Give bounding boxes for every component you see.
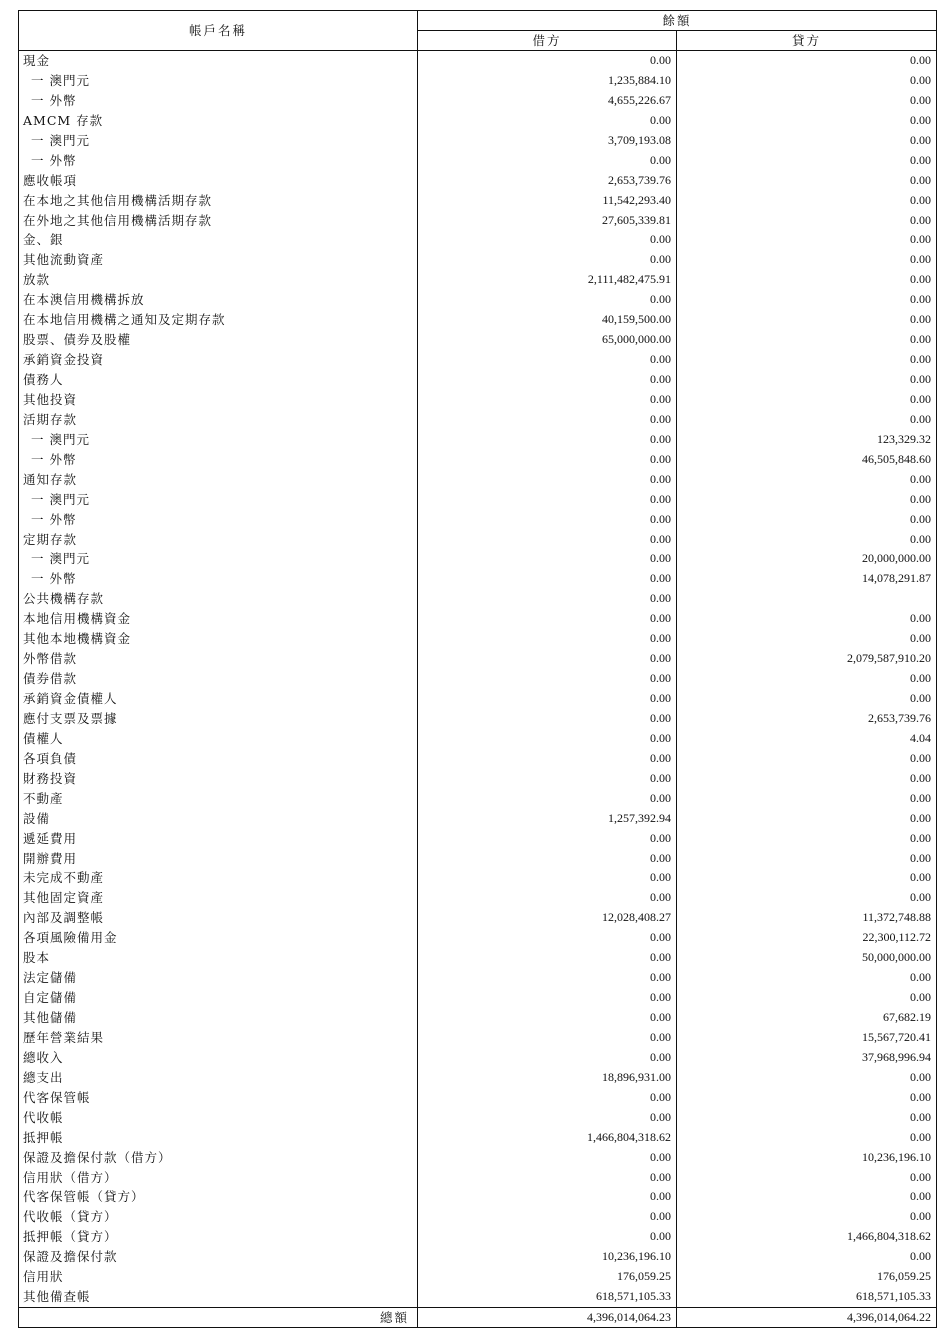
table-row	[19, 430, 937, 450]
table-row	[19, 968, 937, 988]
table-row	[19, 91, 937, 111]
credit-cell: 0.00	[677, 330, 937, 350]
table-row	[19, 609, 937, 629]
credit-cell: 50,000,000.00	[677, 948, 937, 968]
account-name-cell: 各項負債	[19, 749, 418, 769]
debit-cell: 0.00	[418, 1088, 677, 1108]
table-row	[19, 370, 937, 390]
account-name-cell: 應收帳項	[19, 171, 418, 191]
account-name-cell: 代收帳	[19, 1108, 418, 1128]
debit-cell: 0.00	[418, 230, 677, 250]
debit-cell: 0.00	[418, 510, 677, 530]
table-row	[19, 829, 937, 849]
debit-cell: 0.00	[418, 609, 677, 629]
account-name-cell: 不動產	[19, 789, 418, 809]
table-row	[19, 111, 937, 131]
credit-cell: 0.00	[677, 1088, 937, 1108]
account-name-cell: 債權人	[19, 729, 418, 749]
credit-cell: 0.00	[677, 888, 937, 908]
debit-cell: 4,655,226.67	[418, 91, 677, 111]
table-row	[19, 649, 937, 669]
account-name-cell: 在外地之其他信用機構活期存款	[19, 211, 418, 231]
credit-cell: 0.00	[677, 669, 937, 689]
table-row	[19, 1287, 937, 1307]
credit-cell: 0.00	[677, 131, 937, 151]
debit-cell: 0.00	[418, 549, 677, 569]
credit-cell: 22,300,112.72	[677, 928, 937, 948]
table-row	[19, 470, 937, 490]
debit-cell: 18,896,931.00	[418, 1068, 677, 1088]
account-name-cell: 應付支票及票據	[19, 709, 418, 729]
account-name-cell: 信用狀	[19, 1267, 418, 1287]
account-name-cell: 其他儲備	[19, 1008, 418, 1028]
account-name-cell: 信用狀（借方）	[19, 1168, 418, 1188]
total-row	[19, 1308, 937, 1328]
credit-cell: 2,079,587,910.20	[677, 649, 937, 669]
debit-cell: 0.00	[418, 1048, 677, 1068]
debit-cell: 0.00	[418, 928, 677, 948]
debit-cell: 1,257,392.94	[418, 809, 677, 829]
table-row	[19, 1028, 937, 1048]
credit-cell: 0.00	[677, 211, 937, 231]
debit-cell: 10,236,196.10	[418, 1247, 677, 1267]
debit-cell: 0.00	[418, 450, 677, 470]
table-header	[19, 11, 937, 51]
table-row	[19, 729, 937, 749]
account-name-cell: 一 外幣	[19, 510, 418, 530]
credit-cell: 0.00	[677, 91, 937, 111]
account-name-cell: 股票、債券及股權	[19, 330, 418, 350]
table-row	[19, 450, 937, 470]
table-row	[19, 290, 937, 310]
table-row	[19, 510, 937, 530]
account-name-cell: 在本地信用機構之通知及定期存款	[19, 310, 418, 330]
account-name-cell: 承銷資金債權人	[19, 689, 418, 709]
account-name-cell: 一 外幣	[19, 450, 418, 470]
account-name-cell: 設備	[19, 809, 418, 829]
account-name-cell: 代客保管帳	[19, 1088, 418, 1108]
debit-cell: 0.00	[418, 490, 677, 510]
account-name-cell: 一 澳門元	[19, 131, 418, 151]
credit-cell: 0.00	[677, 809, 937, 829]
credit-cell: 0.00	[677, 1128, 937, 1148]
table-row	[19, 908, 937, 928]
table-row	[19, 171, 937, 191]
account-name-cell: 其他固定資產	[19, 888, 418, 908]
table-row	[19, 868, 937, 888]
total-label: 總額	[19, 1308, 418, 1328]
table-row	[19, 849, 937, 869]
credit-cell: 0.00	[677, 1108, 937, 1128]
table-row	[19, 350, 937, 370]
table-row	[19, 1207, 937, 1227]
account-name-cell: 在本地之其他信用機構活期存款	[19, 191, 418, 211]
debit-cell: 0.00	[418, 430, 677, 450]
account-name-cell: 財務投資	[19, 769, 418, 789]
credit-cell: 0.00	[677, 1187, 937, 1207]
account-name-cell: 保證及擔保付款	[19, 1247, 418, 1267]
account-name-cell: 各項風險備用金	[19, 928, 418, 948]
account-name-cell: 金、銀	[19, 230, 418, 250]
debit-cell: 0.00	[418, 888, 677, 908]
credit-cell: 0.00	[677, 270, 937, 290]
table-body	[19, 51, 937, 1308]
debit-cell: 2,653,739.76	[418, 171, 677, 191]
credit-cell: 176,059.25	[677, 1267, 937, 1287]
header-account-name: 帳戶名稱	[19, 11, 418, 51]
account-name-cell: 其他備查帳	[19, 1287, 418, 1307]
debit-cell: 0.00	[418, 370, 677, 390]
credit-cell: 0.00	[677, 1068, 937, 1088]
account-name-cell: 一 澳門元	[19, 490, 418, 510]
account-name-cell: 承銷資金投資	[19, 350, 418, 370]
account-name-cell: 內部及調整帳	[19, 908, 418, 928]
account-name-cell: 未完成不動產	[19, 868, 418, 888]
debit-cell: 0.00	[418, 410, 677, 430]
debit-cell: 0.00	[418, 250, 677, 270]
table-footer	[19, 1308, 937, 1328]
debit-cell: 65,000,000.00	[418, 330, 677, 350]
account-name-cell: 抵押帳（貸方）	[19, 1227, 418, 1247]
total-credit: 4,396,014,064.22	[677, 1308, 937, 1328]
trial-balance-table	[18, 10, 937, 1328]
table-row	[19, 1247, 937, 1267]
table-row	[19, 211, 937, 231]
credit-cell: 0.00	[677, 769, 937, 789]
account-name-cell: 歷年營業結果	[19, 1028, 418, 1048]
credit-cell: 11,372,748.88	[677, 908, 937, 928]
table-row	[19, 1187, 937, 1207]
debit-cell: 0.00	[418, 1008, 677, 1028]
account-name-cell: 外幣借款	[19, 649, 418, 669]
credit-cell: 14,078,291.87	[677, 569, 937, 589]
table-row	[19, 310, 937, 330]
table-row	[19, 530, 937, 550]
debit-cell: 0.00	[418, 1187, 677, 1207]
table-row	[19, 191, 937, 211]
debit-cell: 0.00	[418, 470, 677, 490]
debit-cell: 0.00	[418, 849, 677, 869]
account-name-cell: 自定儲備	[19, 988, 418, 1008]
account-name-cell: 法定儲備	[19, 968, 418, 988]
debit-cell: 0.00	[418, 868, 677, 888]
table-row	[19, 888, 937, 908]
account-name-cell: AMCM 存款	[19, 111, 418, 131]
credit-cell: 123,329.32	[677, 430, 937, 450]
table-row	[19, 589, 937, 609]
credit-cell: 0.00	[677, 868, 937, 888]
credit-cell: 618,571,105.33	[677, 1287, 937, 1307]
debit-cell: 0.00	[418, 749, 677, 769]
debit-cell: 1,235,884.10	[418, 71, 677, 91]
credit-cell: 0.00	[677, 789, 937, 809]
debit-cell: 0.00	[418, 51, 677, 71]
debit-cell: 0.00	[418, 1207, 677, 1227]
debit-cell: 0.00	[418, 111, 677, 131]
account-name-cell: 其他流動資產	[19, 250, 418, 270]
account-name-cell: 一 外幣	[19, 151, 418, 171]
credit-cell: 0.00	[677, 749, 937, 769]
account-name-cell: 通知存款	[19, 470, 418, 490]
table-row	[19, 769, 937, 789]
account-name-cell: 總收入	[19, 1048, 418, 1068]
table-row	[19, 629, 937, 649]
credit-cell: 0.00	[677, 51, 937, 71]
debit-cell: 0.00	[418, 829, 677, 849]
account-name-cell: 代收帳（貸方）	[19, 1207, 418, 1227]
account-name-cell: 一 外幣	[19, 569, 418, 589]
table-row	[19, 151, 937, 171]
account-name-cell: 開辦費用	[19, 849, 418, 869]
debit-cell: 2,111,482,475.91	[418, 270, 677, 290]
account-name-cell: 總支出	[19, 1068, 418, 1088]
account-name-cell: 現金	[19, 51, 418, 71]
table-row	[19, 1267, 937, 1287]
debit-cell: 0.00	[418, 290, 677, 310]
debit-cell: 0.00	[418, 390, 677, 410]
account-name-cell: 其他本地機構資金	[19, 629, 418, 649]
account-name-cell: 公共機構存款	[19, 589, 418, 609]
account-name-cell: 其他投資	[19, 390, 418, 410]
debit-cell: 0.00	[418, 1028, 677, 1048]
credit-cell: 37,968,996.94	[677, 1048, 937, 1068]
table-row	[19, 230, 937, 250]
account-name-cell: 債務人	[19, 370, 418, 390]
table-row	[19, 1128, 937, 1148]
debit-cell: 0.00	[418, 769, 677, 789]
table-row	[19, 988, 937, 1008]
credit-cell: 2,653,739.76	[677, 709, 937, 729]
credit-cell: 4.04	[677, 729, 937, 749]
debit-cell: 11,542,293.40	[418, 191, 677, 211]
credit-cell: 0.00	[677, 171, 937, 191]
credit-cell: 1,466,804,318.62	[677, 1227, 937, 1247]
credit-cell: 0.00	[677, 410, 937, 430]
account-name-cell: 代客保管帳（貸方）	[19, 1187, 418, 1207]
credit-cell: 0.00	[677, 689, 937, 709]
credit-cell: 0.00	[677, 290, 937, 310]
credit-cell: 0.00	[677, 1247, 937, 1267]
table-row	[19, 689, 937, 709]
account-name-cell: 本地信用機構資金	[19, 609, 418, 629]
debit-cell: 0.00	[418, 948, 677, 968]
debit-cell: 0.00	[418, 589, 677, 609]
debit-cell: 0.00	[418, 1148, 677, 1168]
credit-cell: 10,236,196.10	[677, 1148, 937, 1168]
table-row	[19, 709, 937, 729]
table-row	[19, 51, 937, 71]
table-row	[19, 71, 937, 91]
table-row	[19, 250, 937, 270]
credit-cell: 0.00	[677, 988, 937, 1008]
debit-cell: 0.00	[418, 649, 677, 669]
credit-cell: 0.00	[677, 829, 937, 849]
table-row	[19, 390, 937, 410]
debit-cell: 40,159,500.00	[418, 310, 677, 330]
table-row	[19, 1108, 937, 1128]
table-row	[19, 948, 937, 968]
credit-cell: 0.00	[677, 191, 937, 211]
credit-cell: 0.00	[677, 609, 937, 629]
table-row	[19, 270, 937, 290]
credit-cell: 0.00	[677, 510, 937, 530]
account-name-cell: 遞延費用	[19, 829, 418, 849]
account-name-cell: 債券借款	[19, 669, 418, 689]
table-row	[19, 1148, 937, 1168]
table-row	[19, 1227, 937, 1247]
debit-cell: 0.00	[418, 1227, 677, 1247]
account-name-cell: 一 澳門元	[19, 430, 418, 450]
header-debit: 借方	[418, 31, 677, 51]
credit-cell: 0.00	[677, 370, 937, 390]
account-name-cell: 一 外幣	[19, 91, 418, 111]
credit-cell: 0.00	[677, 111, 937, 131]
account-name-cell: 放款	[19, 270, 418, 290]
table-row	[19, 549, 937, 569]
credit-cell: 0.00	[677, 968, 937, 988]
debit-cell: 618,571,105.33	[418, 1287, 677, 1307]
debit-cell: 0.00	[418, 689, 677, 709]
table-row	[19, 1168, 937, 1188]
debit-cell: 0.00	[418, 709, 677, 729]
debit-cell: 27,605,339.81	[418, 211, 677, 231]
account-name-cell: 股本	[19, 948, 418, 968]
header-credit: 貸方	[677, 31, 937, 51]
credit-cell: 0.00	[677, 310, 937, 330]
credit-cell: 46,505,848.60	[677, 450, 937, 470]
debit-cell: 0.00	[418, 988, 677, 1008]
table-row	[19, 1008, 937, 1028]
table-row	[19, 1088, 937, 1108]
debit-cell: 0.00	[418, 569, 677, 589]
debit-cell: 0.00	[418, 1168, 677, 1188]
table-row	[19, 1068, 937, 1088]
table-row	[19, 131, 937, 151]
debit-cell: 0.00	[418, 669, 677, 689]
account-name-cell: 保證及擔保付款（借方）	[19, 1148, 418, 1168]
credit-cell: 0.00	[677, 470, 937, 490]
table-row	[19, 490, 937, 510]
table-row	[19, 928, 937, 948]
table-row	[19, 410, 937, 430]
table-row	[19, 669, 937, 689]
debit-cell: 0.00	[418, 729, 677, 749]
debit-cell: 0.00	[418, 968, 677, 988]
header-balance: 餘額	[418, 11, 937, 31]
credit-cell: 0.00	[677, 250, 937, 270]
table-row	[19, 1048, 937, 1068]
account-name-cell: 抵押帳	[19, 1128, 418, 1148]
debit-cell: 0.00	[418, 350, 677, 370]
table-row	[19, 789, 937, 809]
account-name-cell: 活期存款	[19, 410, 418, 430]
credit-cell: 0.00	[677, 71, 937, 91]
debit-cell: 1,466,804,318.62	[418, 1128, 677, 1148]
credit-cell: 0.00	[677, 849, 937, 869]
debit-cell: 0.00	[418, 151, 677, 171]
credit-cell: 0.00	[677, 1168, 937, 1188]
credit-cell: 0.00	[677, 390, 937, 410]
account-name-cell: 在本澳信用機構拆放	[19, 290, 418, 310]
credit-cell: 0.00	[677, 151, 937, 171]
credit-cell	[677, 589, 937, 609]
credit-cell: 15,567,720.41	[677, 1028, 937, 1048]
credit-cell: 0.00	[677, 530, 937, 550]
credit-cell: 67,682.19	[677, 1008, 937, 1028]
credit-cell: 0.00	[677, 490, 937, 510]
debit-cell: 176,059.25	[418, 1267, 677, 1287]
credit-cell: 0.00	[677, 629, 937, 649]
credit-cell: 20,000,000.00	[677, 549, 937, 569]
account-name-cell: 定期存款	[19, 530, 418, 550]
account-name-cell: 一 澳門元	[19, 71, 418, 91]
debit-cell: 0.00	[418, 789, 677, 809]
table-row	[19, 330, 937, 350]
table-row	[19, 749, 937, 769]
debit-cell: 0.00	[418, 530, 677, 550]
credit-cell: 0.00	[677, 1207, 937, 1227]
total-debit: 4,396,014,064.23	[418, 1308, 677, 1328]
debit-cell: 3,709,193.08	[418, 131, 677, 151]
account-name-cell: 一 澳門元	[19, 549, 418, 569]
table-row	[19, 809, 937, 829]
debit-cell: 0.00	[418, 629, 677, 649]
debit-cell: 0.00	[418, 1108, 677, 1128]
credit-cell: 0.00	[677, 350, 937, 370]
table-row	[19, 569, 937, 589]
credit-cell: 0.00	[677, 230, 937, 250]
debit-cell: 12,028,408.27	[418, 908, 677, 928]
trial-balance-sheet	[18, 10, 936, 1328]
